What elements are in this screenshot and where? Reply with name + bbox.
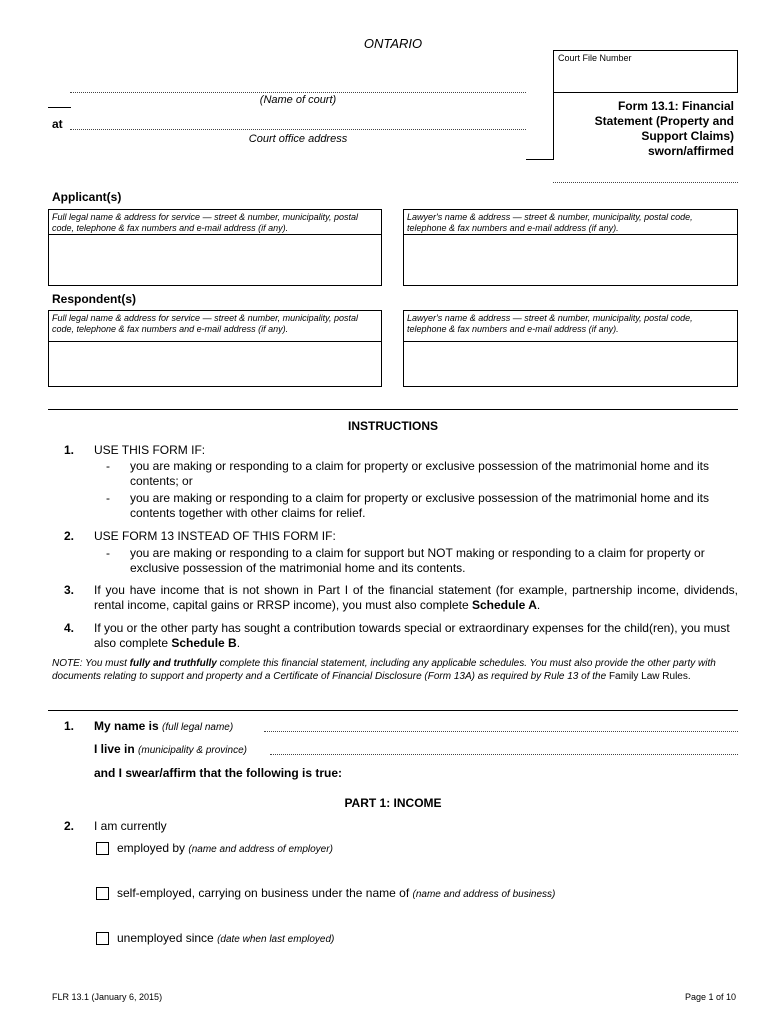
respondent-lawyer-box[interactable] xyxy=(403,310,738,387)
applicant-party-box[interactable] xyxy=(48,209,382,286)
name-row xyxy=(94,719,233,733)
name-label: My name is xyxy=(94,719,159,733)
instruction-4-text xyxy=(94,621,738,651)
note-emphasis: fully and truthfully xyxy=(129,658,217,669)
applicant-lawyer-box[interactable] xyxy=(403,209,738,286)
name-hint: (full legal name) xyxy=(162,722,234,733)
instruction-3-end: . xyxy=(536,598,541,612)
self-employed-checkbox[interactable] xyxy=(96,887,109,900)
instruction-1-number: 1. xyxy=(64,443,75,457)
part-1-intro: I am currently xyxy=(94,819,167,833)
note-end: Family Law Rules. xyxy=(608,671,691,682)
court-address-label: Court office address xyxy=(248,133,348,145)
live-label: I live in xyxy=(94,742,135,756)
note-body: complete this financial statement, including any applicable schedules. You must also provide the other party with documents relating to support and property and a Certificate of Financial Disclosure (Form 13A) as required by Rule 13 of the xyxy=(52,658,716,682)
form-title xyxy=(560,99,734,159)
self-employed-label: self-employed, carrying on business under the name of xyxy=(117,886,410,900)
instructions-top-rule xyxy=(48,409,738,410)
court-file-number-box[interactable] xyxy=(553,50,738,93)
province-title: ONTARIO xyxy=(363,36,423,51)
form-title-line1: Form 13.1: Financial xyxy=(617,99,734,113)
title-bracket-horizontal xyxy=(526,159,554,160)
applicant-lawyer-instructions: Lawyer's name & address — street & number, municipality, postal code, telephone & fax numbers and e-mail address (if any). xyxy=(404,210,737,235)
employed-option xyxy=(117,841,333,855)
court-file-number-label: Court File Number xyxy=(558,53,632,63)
instruction-2-bullet-1: you are making or responding to a claim for support but NOT making or responding to a claim for property or exclusive possession of the matrimonial home and its contents. xyxy=(130,546,705,575)
instruction-1-text: USE THIS FORM IF: xyxy=(94,443,206,457)
title-bracket-vertical xyxy=(553,93,554,160)
left-rule xyxy=(48,107,71,108)
unemployed-checkbox[interactable] xyxy=(96,932,109,945)
section-rule xyxy=(48,710,738,711)
section-1-number: 1. xyxy=(64,719,75,733)
footer-page-number: Page 1 of 10 xyxy=(684,992,736,1002)
respondent-party-instructions: Full legal name & address for service — street & number, municipality, postal code, telephone & fax numbers and e-mail address (if any). xyxy=(49,311,381,342)
schedule-a-link: Schedule A xyxy=(471,598,537,612)
employed-label: employed by xyxy=(117,841,186,855)
form-title-line4: sworn/affirmed xyxy=(647,144,734,158)
unemployed-label: unemployed since xyxy=(117,931,214,945)
live-hint: (municipality & province) xyxy=(138,745,247,756)
form-title-line2: Statement (Property and xyxy=(594,114,734,128)
instructions-heading: INSTRUCTIONS xyxy=(348,419,438,433)
instruction-1-bullet-2: you are making or responding to a claim for property or exclusive possession of the matrimonial home and its contents together with other claims for relief. xyxy=(130,491,709,520)
self-employed-hint: (name and address of business) xyxy=(412,889,556,900)
schedule-b-link: Schedule B xyxy=(171,636,237,650)
instruction-2-bullet-1-marker: - xyxy=(106,546,110,560)
respondent-party-box[interactable] xyxy=(48,310,382,387)
employed-hint: (name and address of employer) xyxy=(188,844,333,855)
unemployed-option xyxy=(117,931,334,945)
court-name-line[interactable] xyxy=(70,80,526,93)
self-employed-option xyxy=(117,886,555,900)
instruction-3-text xyxy=(94,583,738,613)
court-name-label: (Name of court) xyxy=(259,94,337,106)
respondent-heading: Respondent(s) xyxy=(52,292,136,306)
instruction-3-body: If you have income that is not shown in Part I of the financial statement (for example, partnership income, dividends, rental income, capital gains or RRSP income), you must also complete xyxy=(94,583,738,612)
part-1-number: 2. xyxy=(64,819,75,833)
swear-statement: and I swear/affirm that the following is true: xyxy=(94,766,343,780)
instruction-1-bullet-2-marker: - xyxy=(106,491,110,505)
instruction-1-bullet-1: you are making or responding to a claim for property or exclusive possession of the matrimonial home and its contents; or xyxy=(130,459,709,488)
municipality-field[interactable] xyxy=(270,743,738,755)
applicant-heading: Applicant(s) xyxy=(52,190,122,204)
instruction-4-body: If you or the other party has sought a contribution towards special or extraordinary expenses for the child(ren), you must also complete xyxy=(94,621,730,650)
full-name-field[interactable] xyxy=(264,720,738,732)
instruction-2-text: USE FORM 13 INSTEAD OF THIS FORM IF: xyxy=(94,529,336,543)
part-1-heading: PART 1: INCOME xyxy=(344,796,442,810)
note-prefix: NOTE: You must xyxy=(52,658,130,669)
instruction-4-end: . xyxy=(236,636,241,650)
instruction-1-bullet-1-marker: - xyxy=(106,459,110,473)
instruction-3-number: 3. xyxy=(64,583,75,597)
instruction-4-number: 4. xyxy=(64,621,75,635)
note-paragraph xyxy=(52,657,738,683)
employed-checkbox[interactable] xyxy=(96,842,109,855)
form-title-line3: Support Claims) xyxy=(641,129,734,143)
footer-form-id: FLR 13.1 (January 6, 2015) xyxy=(52,992,163,1002)
live-row xyxy=(94,742,247,756)
applicant-party-instructions: Full legal name & address for service — street & number, municipality, postal code, telephone & fax numbers and e-mail address (if any). xyxy=(49,210,381,235)
respondent-lawyer-instructions: Lawyer's name & address — street & number, municipality, postal code, telephone & fax numbers and e-mail address (if any). xyxy=(404,311,737,342)
instruction-2-number: 2. xyxy=(64,529,75,543)
sworn-date-line[interactable] xyxy=(553,172,738,183)
at-label: at xyxy=(52,117,63,131)
court-address-line[interactable] xyxy=(70,117,526,130)
unemployed-hint: (date when last employed) xyxy=(217,934,335,945)
